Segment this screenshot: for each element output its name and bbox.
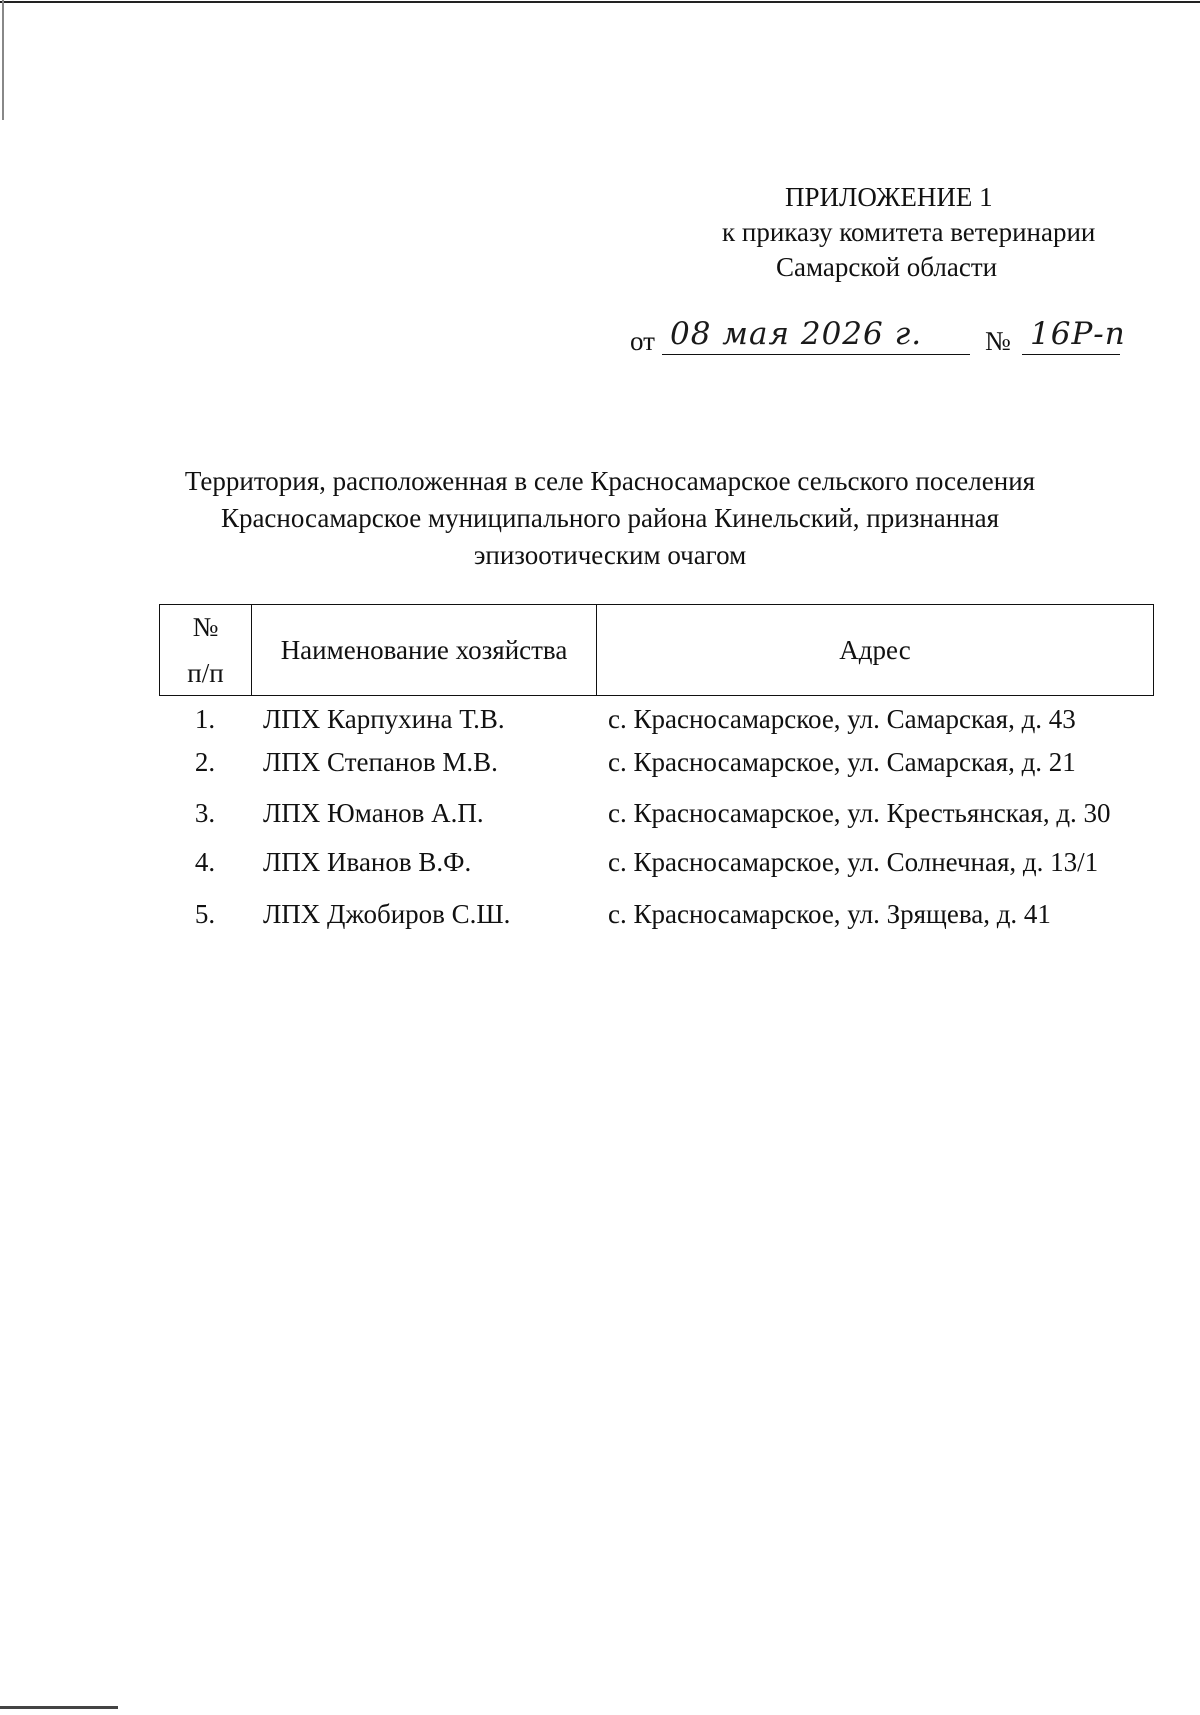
order-date-field <box>662 310 970 355</box>
appendix-subtitle-line1: к приказу комитета ветеринарии <box>722 217 1096 247</box>
document-heading <box>140 463 1080 574</box>
row-address: с. Красносамарское, ул. Самарская, д. 21 <box>608 747 1076 777</box>
header-number <box>160 605 252 695</box>
table-row <box>159 847 1159 887</box>
scan-edge-top <box>0 1 1200 3</box>
scan-edge-bottom <box>0 1706 118 1709</box>
order-number-field <box>1022 310 1126 355</box>
table-header <box>159 604 1154 696</box>
row-address: с. Красносамарское, ул. Зрящева, д. 41 <box>608 899 1051 929</box>
header-address: Адрес <box>839 634 911 665</box>
scan-edge-left <box>2 0 4 120</box>
row-number: 4. <box>194 847 216 877</box>
table-row <box>159 798 1159 838</box>
row-number: 3. <box>194 798 216 828</box>
order-date-handwritten: 08 мая 2026 г. <box>670 316 923 352</box>
row-farm-name: ЛПХ Джобиров С.Ш. <box>263 899 511 929</box>
row-farm-name: ЛПХ Юманов А.П. <box>263 798 484 828</box>
row-farm-name: ЛПХ Иванов В.Ф. <box>263 847 472 877</box>
heading-line2: Красносамарское муниципального района Кинельский, признанная <box>220 503 1000 533</box>
heading-line1: Территория, расположенная в селе Красносамарское сельского поселения <box>184 466 1036 496</box>
order-from-label: от <box>630 326 655 356</box>
order-number-handwritten: 16Р-п <box>1030 316 1126 352</box>
row-address: с. Красносамарское, ул. Солнечная, д. 13/1 <box>608 847 1099 877</box>
row-address: с. Красносамарское, ул. Крестьянская, д. 30 <box>608 798 1111 828</box>
row-number: 1. <box>194 704 216 734</box>
row-number: 2. <box>194 747 216 777</box>
row-number: 5. <box>194 899 216 929</box>
table-row <box>159 747 1159 787</box>
header-number-pp: п/п <box>187 658 224 688</box>
row-address: с. Красносамарское, ул. Самарская, д. 43 <box>608 704 1076 734</box>
header-number-sign: № <box>192 612 219 642</box>
row-farm-name: ЛПХ Карпухина Т.В. <box>263 704 505 734</box>
table-row <box>159 899 1159 939</box>
appendix-subtitle-line2: Самарской области <box>776 252 998 282</box>
order-number-label: № <box>985 326 1011 356</box>
table-row <box>159 704 1159 744</box>
order-reference <box>630 310 1126 360</box>
header-farm-name: Наименование хозяйства <box>252 605 597 695</box>
appendix-title: ПРИЛОЖЕНИЕ 1 <box>785 182 993 212</box>
heading-line3: эпизоотическим очагом <box>473 540 747 570</box>
row-farm-name: ЛПХ Степанов М.В. <box>263 747 498 777</box>
